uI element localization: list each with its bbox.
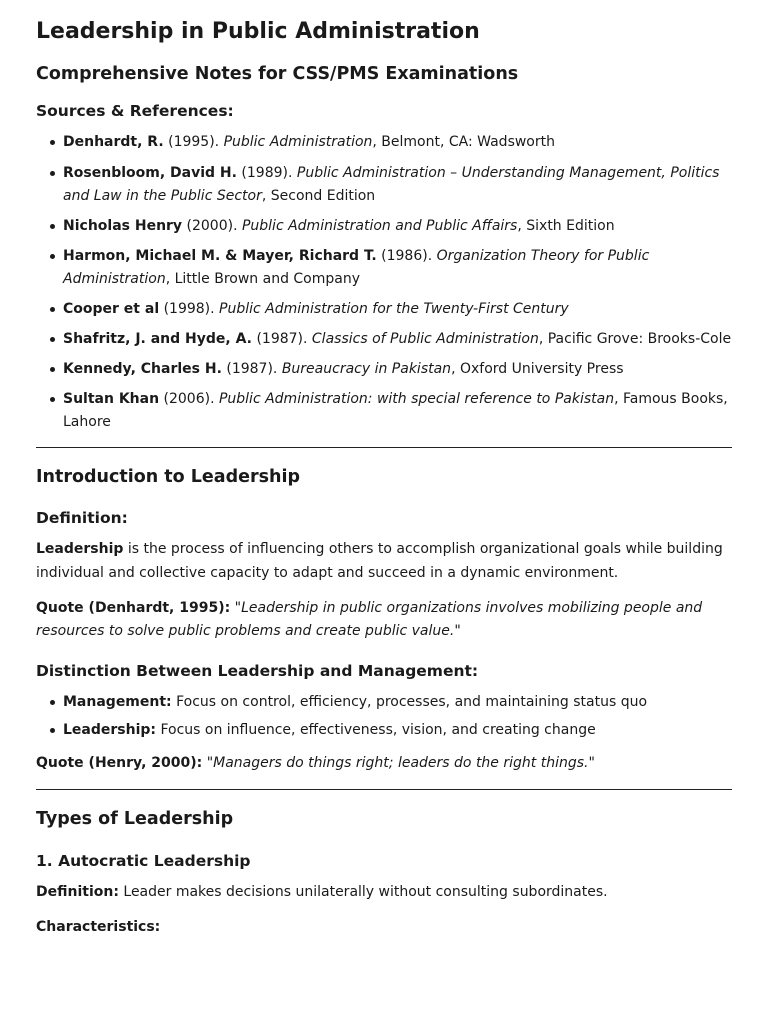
sources-list [36, 131, 732, 434]
autocratic-definition [36, 881, 732, 904]
source-work: Bureaucracy in Pakistan [281, 361, 452, 378]
distinction-label: Leadership: [63, 722, 157, 739]
source-year: (1987). [221, 361, 282, 378]
distinction-text: Focus on control, efficiency, processes, and maintaining status quo [171, 693, 648, 710]
source-item [36, 298, 732, 321]
source-work: Public Administration [223, 134, 373, 151]
source-work: Public Administration – Understanding Management, Politics and Law in the Public Sector [63, 164, 720, 204]
distinction-heading: Distinction Between Leadership and Management: [36, 661, 479, 680]
definition-paragraph [36, 538, 732, 584]
quote-text: "Managers do things right; leaders do the right things." [206, 755, 595, 772]
source-item [36, 328, 732, 351]
intro-heading: Introduction to Leadership [36, 466, 301, 487]
autocratic-def-label: Definition: [36, 884, 119, 901]
source-year: (2006). [159, 391, 219, 408]
source-work: Public Administration for the Twenty-First Century [219, 301, 569, 318]
definition-text: is the process of influencing others to accomplish organizational goals while building individual and collective capacity to adapt and succeed in a dynamic environment. [36, 541, 723, 581]
definition-term: Leadership [36, 541, 124, 558]
autocratic-def-text: Leader makes decisions unilaterally without consulting subordinates. [118, 884, 608, 901]
source-publisher: , Sixth Edition [517, 217, 615, 234]
source-work: Public Administration: with special reference to Pakistan [218, 391, 615, 408]
autocratic-heading: 1. Autocratic Leadership [36, 851, 251, 870]
distinction-item-leadership [36, 719, 732, 742]
source-work: Classics of Public Administration [311, 331, 539, 348]
source-year: (1995). [163, 134, 224, 151]
types-heading: Types of Leadership [36, 809, 234, 830]
quote-label: Quote (Henry, 2000): [36, 755, 203, 772]
source-item [36, 215, 732, 238]
characteristics-label [36, 916, 732, 939]
source-item [36, 162, 732, 208]
quote-label: Quote (Denhardt, 1995): [36, 599, 231, 616]
source-author: Shafritz, J. and Hyde, A. [63, 331, 252, 348]
source-publisher: , Pacific Grove: Brooks-Cole [538, 331, 732, 348]
source-author: Nicholas Henry [63, 217, 183, 234]
distinction-text: Focus on influence, effectiveness, vision, and creating change [156, 722, 596, 739]
source-work: Organization Theory for Public Administration [63, 247, 650, 287]
source-publisher: , Belmont, CA: Wadsworth [372, 134, 555, 151]
source-author: Sultan Khan [63, 391, 160, 408]
source-author: Denhardt, R. [63, 134, 164, 151]
page-title: Leadership in Public Administration [36, 19, 480, 44]
sources-heading: Sources & References: [36, 102, 234, 121]
source-year: (1986). [376, 247, 437, 264]
characteristics-label-text: Characteristics: [36, 919, 161, 936]
quote-text: "Leadership in public organizations involves mobilizing people and resources to solve public problems and create public value." [36, 599, 703, 639]
section-divider [36, 447, 732, 448]
distinction-label: Management: [63, 693, 172, 710]
quote-henry [36, 752, 732, 775]
source-year: (2000). [182, 217, 242, 234]
source-author: Kennedy, Charles H. [63, 361, 222, 378]
page-subtitle: Comprehensive Notes for CSS/PMS Examinations [36, 63, 519, 84]
definition-heading: Definition: [36, 509, 128, 528]
source-item [36, 388, 732, 434]
source-author: Harmon, Michael M. & Mayer, Richard T. [63, 247, 377, 264]
section-divider [36, 789, 732, 790]
source-work: Public Administration and Public Affairs [241, 217, 518, 234]
source-item [36, 358, 732, 381]
distinction-list [36, 691, 732, 742]
source-item [36, 245, 732, 291]
source-publisher: , Oxford University Press [451, 361, 624, 378]
quote-denhardt [36, 597, 732, 643]
source-publisher: , Famous Books, Lahore [63, 391, 728, 431]
source-author: Cooper et al [63, 301, 160, 318]
source-item [36, 131, 732, 154]
distinction-item-management [36, 691, 732, 714]
source-year: (1989). [236, 164, 297, 181]
source-year: (1987). [252, 331, 312, 348]
source-publisher: , Second Edition [261, 187, 376, 204]
source-publisher: , Little Brown and Company [165, 270, 361, 287]
source-author: Rosenbloom, David H. [63, 164, 237, 181]
source-year: (1998). [159, 301, 220, 318]
